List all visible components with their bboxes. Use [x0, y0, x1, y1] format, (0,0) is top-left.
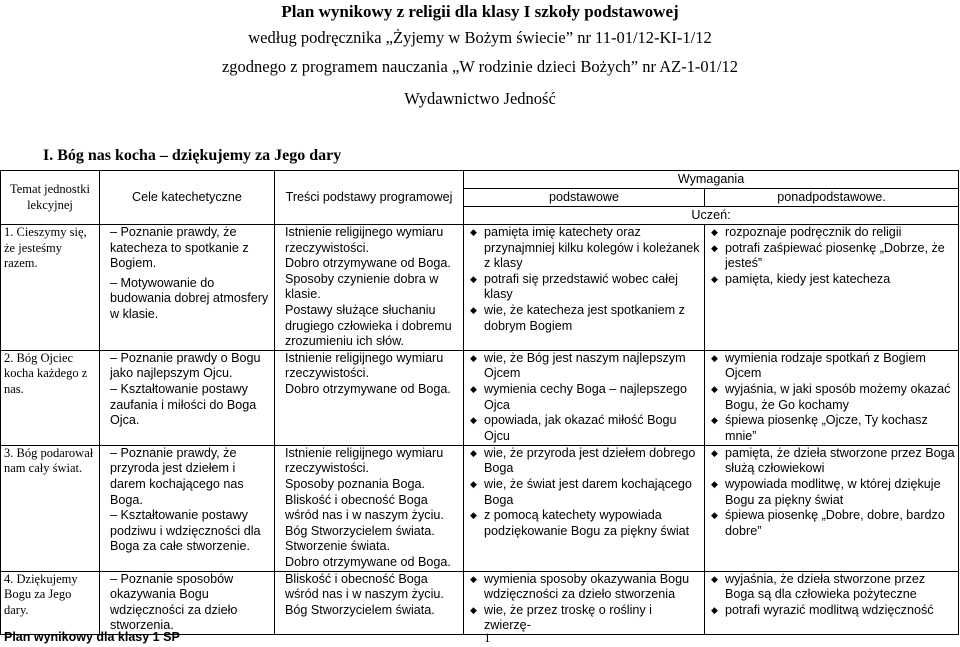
cele-item: – Poznanie sposobów okazywania Bogu wdzięczności za dzieło stworzenia.	[110, 571, 238, 633]
list-item: ◆ potrafi wyrazić modlitwą wdzięczność	[708, 603, 955, 619]
program-line: zgodnego z programem nauczania „W rodzinie dzieci Bożych” nr AZ-1-01/12	[221, 57, 739, 76]
cele-cell	[100, 571, 275, 634]
podstawowe-cell	[464, 571, 705, 634]
list-item: ◆ pamięta, kiedy jest katecheza	[708, 272, 955, 288]
ponadpodstawowe-cell	[705, 350, 959, 445]
table-row	[1, 571, 959, 634]
tresci-item: Bóg Stworzycielem świata.	[285, 523, 435, 538]
header-podstawowe: podstawowe	[464, 189, 705, 207]
tresci-item: Dobro otrzymywane od Boga.	[285, 554, 451, 569]
tresci-item: Bliskość i obecność Boga wśród nas i w naszym życiu.	[285, 571, 444, 602]
temat-cell: 4. Dziękujemy Bogu za Jego dary.	[1, 571, 100, 634]
list-item: ◆ śpiewa piosenkę „Ojcze, Ty kochasz mnie”	[708, 413, 955, 444]
cele-item: – Kształtowanie postawy zaufania i miłości do Boga Ojca.	[110, 381, 257, 428]
list-item: ◆ wymienia sposoby okazywania Bogu wdzięczności za dzieło stworzenia	[467, 572, 701, 603]
list-item: ◆ opowiada, jak okazać miłość Bogu Ojcu	[467, 413, 701, 444]
document-title: Plan wynikowy z religii dla klasy I szkoły podstawowej	[281, 2, 679, 21]
list-item: ◆ wyjaśnia, w jaki sposób możemy okazać Bogu, że Go kochamy	[708, 382, 955, 413]
table-row	[1, 350, 959, 445]
list-item: ◆ pamięta imię katechety oraz przynajmniej kilku kolegów i koleżanek z klasy	[467, 225, 701, 272]
plan-table	[0, 170, 959, 635]
table-row	[1, 225, 959, 351]
cele-cell	[100, 350, 275, 445]
page-number: 1	[484, 630, 491, 645]
temat-cell: 2. Bóg Ojciec kocha każdego z nas.	[1, 350, 100, 445]
list-item: ◆ potrafi się przedstawić wobec całej klasy	[467, 272, 701, 303]
tresci-item: Postawy służące słuchaniu drugiego człowieka i dobremu zrozumieniu ich słów.	[285, 302, 452, 349]
cele-item: – Poznanie prawdy o Bogu jako najlepszym Ojcu.	[110, 350, 261, 381]
footer-label: Plan wynikowy dla klasy 1 SP	[4, 630, 180, 644]
tresci-item: Istnienie religijnego wymiaru rzeczywistości.	[285, 225, 444, 255]
list-item: ◆ potrafi zaśpiewać piosenkę „Dobrze, że jesteś”	[708, 241, 955, 272]
tresci-cell	[275, 350, 464, 445]
header-temat: Temat jednostki lekcyjnej	[1, 171, 100, 225]
table-row	[1, 445, 959, 571]
temat-cell: 3. Bóg podarował nam cały świat.	[1, 445, 100, 571]
podstawowe-cell	[464, 350, 705, 445]
list-item: ◆ wie, że świat jest darem kochającego Boga	[467, 477, 701, 508]
tresci-item: Dobro otrzymywane od Boga.	[285, 381, 451, 396]
cele-item: – Poznanie prawdy, że przyroda jest dziełem i darem kochającego nas Boga.	[110, 445, 244, 507]
header-wymagania: Wymagania	[464, 171, 959, 189]
tresci-item: Bliskość i obecność Boga wśród nas i w naszym życiu.	[285, 492, 444, 523]
cele-item: – Kształtowanie postawy podziwu i wdzięczności dla Boga za całe stworzenie.	[110, 508, 261, 554]
tresci-cell	[275, 571, 464, 634]
cele-item: – Poznanie prawdy, że katecheza to spotkanie z Bogiem.	[110, 225, 249, 271]
cele-cell	[100, 225, 275, 351]
cele-item: – Motywowanie do budowania dobrej atmosfery w klasie.	[110, 275, 269, 321]
list-item: ◆ wie, że Bóg jest naszym najlepszym Ojcem	[467, 351, 701, 382]
ponadpodstawowe-cell	[705, 225, 959, 351]
list-item: ◆ wie, że przez troskę o rośliny i zwierzę-	[467, 603, 701, 634]
header-ponadpodstawowe: ponadpodstawowe.	[705, 189, 959, 207]
header-cele: Cele katechetyczne	[100, 171, 275, 225]
tresci-item: Istnienie religijnego wymiaru rzeczywistości.	[285, 445, 444, 476]
tresci-item: Stworzenie świata.	[285, 539, 390, 554]
tresci-cell	[275, 225, 464, 351]
temat-cell: 1. Cieszymy się, że jesteśmy razem.	[1, 225, 100, 351]
list-item: ◆ rozpoznaje podręcznik do religii	[708, 225, 955, 241]
header-tresci: Treści podstawy programowej	[275, 171, 464, 225]
list-item: ◆ wyjaśnia, że dzieła stworzone przez Boga są dla człowieka pożyteczne	[708, 572, 955, 603]
publisher-line: Wydawnictwo Jedność	[404, 89, 556, 108]
cele-cell	[100, 445, 275, 571]
section-title: I. Bóg nas kocha – dziękujemy za Jego dary	[43, 147, 342, 164]
tresci-item: Dobro otrzymywane od Boga.	[285, 256, 451, 271]
tresci-item: Sposoby poznania Boga.	[285, 476, 426, 491]
podstawowe-cell	[464, 445, 705, 571]
ponadpodstawowe-cell	[705, 445, 959, 571]
tresci-item: Sposoby czynienie dobra w klasie.	[285, 271, 439, 302]
list-item: ◆ wymienia rodzaje spotkań z Bogiem Ojcem	[708, 351, 955, 382]
podstawowe-cell	[464, 225, 705, 351]
ponadpodstawowe-cell	[705, 571, 959, 634]
header-uczen: Uczeń:	[464, 207, 959, 225]
tresci-item: Bóg Stworzycielem świata.	[285, 602, 435, 617]
list-item: ◆ wie, że katecheza jest spotkaniem z dobrym Bogiem	[467, 303, 701, 334]
list-item: ◆ śpiewa piosenkę „Dobre, dobre, bardzo dobre”	[708, 508, 955, 539]
list-item: ◆ wymienia cechy Boga – najlepszego Ojca	[467, 382, 701, 413]
textbook-line: według podręcznika „Żyjemy w Bożym świecie” nr 11-01/12-KI-1/12	[248, 28, 712, 47]
tresci-cell	[275, 445, 464, 571]
list-item: ◆ z pomocą katechety wypowiada podziękowanie Bogu za piękny świat	[467, 508, 701, 539]
tresci-item: Istnienie religijnego wymiaru rzeczywistości.	[285, 350, 444, 381]
list-item: ◆ pamięta, że dzieła stworzone przez Boga służą człowiekowi	[708, 446, 955, 477]
list-item: ◆ wie, że przyroda jest dziełem dobrego Boga	[467, 446, 701, 477]
list-item: ◆ wypowiada modlitwę, w której dziękuje Bogu za piękny świat	[708, 477, 955, 508]
